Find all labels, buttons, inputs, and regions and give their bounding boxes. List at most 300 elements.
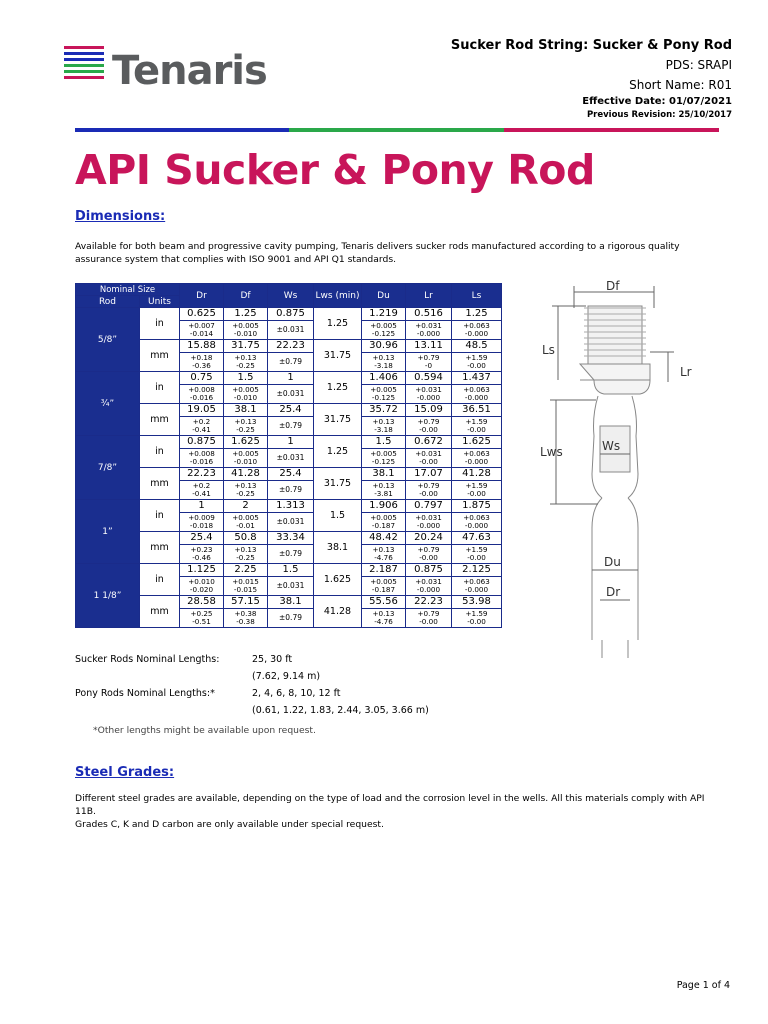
value-cell: 1.625 bbox=[452, 436, 502, 449]
tolerance-cell bbox=[362, 513, 406, 532]
tolerance-minus: -0.000 bbox=[464, 521, 489, 530]
tolerance-minus: -0.00 bbox=[419, 457, 438, 466]
tolerance-plus: +0.13 bbox=[234, 481, 257, 490]
value-cell: 1.25 bbox=[224, 308, 268, 321]
tolerance-cell bbox=[224, 417, 268, 436]
tolerance-cell bbox=[180, 481, 224, 500]
tolerance-plusminus: ±0.031 bbox=[276, 581, 305, 590]
tolerance-minus: -0.000 bbox=[464, 329, 489, 338]
tolerance-plus: +0.015 bbox=[232, 577, 259, 586]
value-cell: 38.1 bbox=[224, 404, 268, 417]
tolerance-minus: -0.000 bbox=[416, 329, 441, 338]
value-cell: 0.516 bbox=[406, 308, 452, 321]
tolerance-minus: -0.41 bbox=[192, 425, 211, 434]
tolerance-minus: -0.38 bbox=[236, 617, 255, 626]
unit-cell: in bbox=[140, 564, 180, 596]
tolerance-minus: -4.76 bbox=[374, 617, 393, 626]
tolerance-cell bbox=[180, 545, 224, 564]
tolerance-plus: +0.25 bbox=[190, 609, 213, 618]
value-cell: 35.72 bbox=[362, 404, 406, 417]
tolerance-minus: -0.000 bbox=[464, 457, 489, 466]
table-header-row bbox=[76, 284, 502, 296]
pds-code: PDS: SRAPI bbox=[665, 58, 732, 72]
value-cell: 25.4 bbox=[268, 404, 314, 417]
lws-cell: 41.28 bbox=[314, 596, 362, 628]
tolerance-plus: +0.005 bbox=[370, 577, 397, 586]
value-cell: 0.875 bbox=[268, 308, 314, 321]
tolerance-plus: +0.031 bbox=[415, 321, 442, 330]
tolerance-plus: +0.79 bbox=[417, 609, 440, 618]
tolerance-plus: +1.59 bbox=[465, 609, 488, 618]
value-cell: 15.88 bbox=[180, 340, 224, 353]
tolerance-cell bbox=[180, 353, 224, 372]
column-header: Lws (min) bbox=[314, 284, 362, 308]
tolerance-plus: +0.79 bbox=[417, 353, 440, 362]
tolerance-plusminus: ±0.79 bbox=[279, 485, 302, 494]
tolerance-cell bbox=[224, 609, 268, 628]
tolerance-minus: -0.00 bbox=[419, 617, 438, 626]
value-cell: 13.11 bbox=[406, 340, 452, 353]
value-cell: 48.5 bbox=[452, 340, 502, 353]
tolerance-minus: -0.25 bbox=[236, 553, 255, 562]
tolerance-plusminus: ±0.79 bbox=[279, 357, 302, 366]
tolerance-cell bbox=[452, 449, 502, 468]
tolerance-minus: -0.000 bbox=[416, 585, 441, 594]
label-du: Du bbox=[604, 555, 621, 569]
tolerance-cell bbox=[452, 417, 502, 436]
tolerance-plusminus: ±0.031 bbox=[276, 453, 305, 462]
tolerance-plus: +0.13 bbox=[234, 353, 257, 362]
value-cell: 31.75 bbox=[224, 340, 268, 353]
pony-lengths-value: 2, 4, 6, 8, 10, 12 ft bbox=[252, 688, 341, 699]
value-cell: 1 bbox=[268, 372, 314, 385]
header-divider bbox=[75, 128, 719, 132]
tolerance-plus: +0.38 bbox=[234, 609, 257, 618]
value-cell: 2 bbox=[224, 500, 268, 513]
value-cell: 1.219 bbox=[362, 308, 406, 321]
tolerance-plus: +0.005 bbox=[232, 513, 259, 522]
tolerance-minus: -0.01 bbox=[236, 521, 255, 530]
value-cell: 50.8 bbox=[224, 532, 268, 545]
label-lr: Lr bbox=[680, 365, 692, 379]
value-cell: 38.1 bbox=[268, 596, 314, 609]
lws-cell: 38.1 bbox=[314, 532, 362, 564]
value-cell: 1.313 bbox=[268, 500, 314, 513]
tolerance-plus: +0.79 bbox=[417, 417, 440, 426]
tolerance-minus: -0.014 bbox=[189, 329, 214, 338]
value-cell: 1.25 bbox=[452, 308, 502, 321]
tolerance-cell bbox=[406, 353, 452, 372]
value-cell: 1.125 bbox=[180, 564, 224, 577]
tolerance-minus: -0.46 bbox=[192, 553, 211, 562]
tolerance-plus: +0.063 bbox=[463, 321, 490, 330]
tolerance-cell bbox=[406, 545, 452, 564]
tolerance-cell bbox=[224, 385, 268, 404]
lws-cell: 1.625 bbox=[314, 564, 362, 596]
tolerance-cell bbox=[406, 609, 452, 628]
tolerance-cell bbox=[406, 481, 452, 500]
tolerance-plus: +0.2 bbox=[192, 481, 211, 490]
tolerance-plus: +0.13 bbox=[372, 353, 395, 362]
tolerance-minus: -0.00 bbox=[467, 617, 486, 626]
tolerance-plus: +1.59 bbox=[465, 353, 488, 362]
dimensions-table bbox=[75, 283, 502, 628]
tolerance-cell bbox=[268, 449, 314, 468]
tolerance-minus: -0.41 bbox=[192, 489, 211, 498]
label-ws: Ws bbox=[602, 439, 621, 453]
tolerance-cell bbox=[268, 417, 314, 436]
tolerance-cell bbox=[406, 321, 452, 340]
tolerance-cell bbox=[406, 513, 452, 532]
value-cell: 0.672 bbox=[406, 436, 452, 449]
steel-grades-text bbox=[75, 792, 725, 831]
tolerance-plus: +0.063 bbox=[463, 449, 490, 458]
tolerance-minus: -0.125 bbox=[371, 329, 396, 338]
tolerance-plus: +0.007 bbox=[188, 321, 215, 330]
tolerance-plusminus: ±0.79 bbox=[279, 613, 302, 622]
tolerance-plus: +0.005 bbox=[232, 321, 259, 330]
tolerance-cell bbox=[224, 545, 268, 564]
tolerance-plus: +0.009 bbox=[188, 513, 215, 522]
tolerance-minus: -0.25 bbox=[236, 425, 255, 434]
tolerance-plus: +0.13 bbox=[234, 417, 257, 426]
page-number: Page 1 of 4 bbox=[676, 980, 730, 991]
unit-cell: in bbox=[140, 500, 180, 532]
tolerance-minus: -0.016 bbox=[189, 393, 214, 402]
lws-cell: 1.5 bbox=[314, 500, 362, 532]
lws-cell: 1.25 bbox=[314, 372, 362, 404]
value-cell: 1.906 bbox=[362, 500, 406, 513]
value-cell: 0.875 bbox=[406, 564, 452, 577]
tolerance-plus: +0.005 bbox=[232, 385, 259, 394]
tolerance-plus: +0.2 bbox=[192, 417, 211, 426]
tolerance-cell bbox=[268, 481, 314, 500]
tolerance-cell bbox=[406, 385, 452, 404]
tolerance-cell bbox=[180, 321, 224, 340]
tolerance-minus: -0 bbox=[424, 361, 433, 370]
rod-size-cell: 5/8” bbox=[76, 308, 140, 372]
table-row bbox=[76, 308, 502, 321]
tolerance-minus: -0.020 bbox=[189, 585, 214, 594]
value-cell: 2.187 bbox=[362, 564, 406, 577]
value-cell: 36.51 bbox=[452, 404, 502, 417]
tolerance-plus: +0.13 bbox=[372, 417, 395, 426]
label-dr: Dr bbox=[606, 585, 621, 599]
nominal-size-header: Nominal Size bbox=[76, 284, 180, 296]
tolerance-minus: -0.016 bbox=[189, 457, 214, 466]
column-header: Ls bbox=[452, 284, 502, 308]
value-cell: 25.4 bbox=[268, 468, 314, 481]
tolerance-minus: -0.00 bbox=[419, 489, 438, 498]
unit-cell: mm bbox=[140, 340, 180, 372]
value-cell: 22.23 bbox=[268, 340, 314, 353]
tolerance-cell bbox=[452, 513, 502, 532]
tolerance-cell bbox=[268, 321, 314, 340]
steel-grades-line-2: Grades C, K and D carbon are only available under special request. bbox=[75, 819, 384, 830]
value-cell: 1.5 bbox=[224, 372, 268, 385]
rod-size-cell: ¾” bbox=[76, 372, 140, 436]
sucker-rod-diagram bbox=[540, 278, 740, 658]
tolerance-cell bbox=[268, 353, 314, 372]
table-row bbox=[76, 468, 502, 481]
tolerance-plus: +1.59 bbox=[465, 481, 488, 490]
tolerance-plusminus: ±0.031 bbox=[276, 389, 305, 398]
lws-cell: 31.75 bbox=[314, 468, 362, 500]
steel-grades-line-1: Different steel grades are available, depending on the type of load and the corrosion level in the wells. All this materials comply with API 11B. bbox=[75, 793, 705, 817]
value-cell: 41.28 bbox=[224, 468, 268, 481]
tolerance-plus: +0.063 bbox=[463, 577, 490, 586]
value-cell: 20.24 bbox=[406, 532, 452, 545]
tolerance-cell bbox=[224, 481, 268, 500]
table-row bbox=[76, 404, 502, 417]
tolerance-cell bbox=[180, 417, 224, 436]
value-cell: 22.23 bbox=[406, 596, 452, 609]
tolerance-plusminus: ±0.031 bbox=[276, 517, 305, 526]
tolerance-cell bbox=[268, 545, 314, 564]
table-row bbox=[76, 564, 502, 577]
tolerance-cell bbox=[224, 577, 268, 596]
label-lws: Lws bbox=[540, 445, 563, 459]
tolerance-cell bbox=[452, 321, 502, 340]
tolerance-minus: -0.187 bbox=[371, 521, 396, 530]
value-cell: 1.625 bbox=[224, 436, 268, 449]
value-cell: 47.63 bbox=[452, 532, 502, 545]
tolerance-cell bbox=[362, 545, 406, 564]
effective-date: Effective Date: 01/07/2021 bbox=[582, 96, 732, 107]
table-row bbox=[76, 532, 502, 545]
value-cell: 0.875 bbox=[180, 436, 224, 449]
tolerance-minus: -0.018 bbox=[189, 521, 214, 530]
value-cell: 25.4 bbox=[180, 532, 224, 545]
tolerance-cell bbox=[224, 321, 268, 340]
tolerance-cell bbox=[406, 417, 452, 436]
tolerance-plus: +0.13 bbox=[372, 481, 395, 490]
tolerance-cell bbox=[452, 385, 502, 404]
tolerance-plus: +0.010 bbox=[188, 577, 215, 586]
tolerance-minus: -0.36 bbox=[192, 361, 211, 370]
tolerance-minus: -0.125 bbox=[371, 457, 396, 466]
label-df: Df bbox=[606, 279, 620, 293]
unit-cell: in bbox=[140, 372, 180, 404]
column-header: Lr bbox=[406, 284, 452, 308]
dimensions-intro: Available for both beam and progressive cavity pumping, Tenaris delivers sucker rods manufactured according to a rigorous quality assurance system that complies with ISO 9001 and API Q1 standards. bbox=[75, 241, 680, 265]
tolerance-minus: -0.000 bbox=[416, 393, 441, 402]
value-cell: 48.42 bbox=[362, 532, 406, 545]
sucker-lengths-value: 25, 30 ft bbox=[252, 654, 293, 665]
tolerance-cell bbox=[362, 353, 406, 372]
lws-cell: 1.25 bbox=[314, 308, 362, 340]
lws-cell: 31.75 bbox=[314, 404, 362, 436]
value-cell: 0.625 bbox=[180, 308, 224, 321]
tolerance-cell bbox=[268, 385, 314, 404]
table-row bbox=[76, 340, 502, 353]
column-header: Du bbox=[362, 284, 406, 308]
rod-size-cell: 1” bbox=[76, 500, 140, 564]
tolerance-cell bbox=[362, 321, 406, 340]
tolerance-plus: +0.13 bbox=[234, 545, 257, 554]
value-cell: 1.437 bbox=[452, 372, 502, 385]
previous-revision: Previous Revision: 25/10/2017 bbox=[586, 110, 732, 120]
tolerance-cell bbox=[362, 417, 406, 436]
tolerance-cell bbox=[362, 609, 406, 628]
tenaris-logo bbox=[64, 46, 284, 98]
value-cell: 1 bbox=[268, 436, 314, 449]
tolerance-minus: -0.015 bbox=[233, 585, 258, 594]
value-cell: 19.05 bbox=[180, 404, 224, 417]
value-cell: 53.98 bbox=[452, 596, 502, 609]
tolerance-minus: -4.76 bbox=[374, 553, 393, 562]
tolerance-plus: +0.031 bbox=[415, 449, 442, 458]
value-cell: 0.75 bbox=[180, 372, 224, 385]
tolerance-minus: -0.00 bbox=[467, 553, 486, 562]
value-cell: 41.28 bbox=[452, 468, 502, 481]
tolerance-cell bbox=[180, 609, 224, 628]
tolerance-minus: -0.00 bbox=[419, 425, 438, 434]
tolerance-minus: -0.010 bbox=[233, 393, 258, 402]
rod-size-cell: 7/8” bbox=[76, 436, 140, 500]
unit-cell: mm bbox=[140, 468, 180, 500]
tolerance-minus: -0.000 bbox=[464, 393, 489, 402]
tolerance-plus: +0.005 bbox=[370, 449, 397, 458]
value-cell: 30.96 bbox=[362, 340, 406, 353]
value-cell: 22.23 bbox=[180, 468, 224, 481]
tolerance-plus: +0.063 bbox=[463, 385, 490, 394]
page-title: API Sucker & Pony Rod bbox=[75, 146, 595, 194]
value-cell: 15.09 bbox=[406, 404, 452, 417]
value-cell: 1.406 bbox=[362, 372, 406, 385]
dimensions-heading: Dimensions: bbox=[75, 209, 166, 224]
tolerance-plus: +0.79 bbox=[417, 481, 440, 490]
tolerance-plus: +0.18 bbox=[190, 353, 213, 362]
column-header: Dr bbox=[180, 284, 224, 308]
tolerance-cell bbox=[180, 385, 224, 404]
tolerance-cell bbox=[224, 449, 268, 468]
document-title: Sucker Rod String: Sucker & Pony Rod bbox=[450, 38, 732, 53]
value-cell: 17.07 bbox=[406, 468, 452, 481]
tolerance-minus: -0.00 bbox=[467, 489, 486, 498]
tolerance-cell bbox=[362, 577, 406, 596]
tolerance-cell bbox=[452, 353, 502, 372]
tolerance-cell bbox=[452, 577, 502, 596]
tolerance-cell bbox=[268, 513, 314, 532]
value-cell: 0.594 bbox=[406, 372, 452, 385]
tolerance-plus: +0.008 bbox=[188, 385, 215, 394]
tolerance-cell bbox=[362, 449, 406, 468]
value-cell: 55.56 bbox=[362, 596, 406, 609]
tolerance-minus: -3.81 bbox=[374, 489, 393, 498]
logo-stripes bbox=[64, 46, 104, 82]
table-row bbox=[76, 500, 502, 513]
tolerance-plus: +0.005 bbox=[370, 321, 397, 330]
lengths-note: *Other lengths might be available upon request. bbox=[93, 725, 316, 736]
tolerance-cell bbox=[180, 577, 224, 596]
value-cell: 1.5 bbox=[362, 436, 406, 449]
value-cell: 1.875 bbox=[452, 500, 502, 513]
tolerance-plus: +0.005 bbox=[370, 513, 397, 522]
tolerance-cell bbox=[268, 609, 314, 628]
value-cell: 33.34 bbox=[268, 532, 314, 545]
value-cell: 2.125 bbox=[452, 564, 502, 577]
tolerance-minus: -0.010 bbox=[233, 329, 258, 338]
tolerance-cell bbox=[180, 449, 224, 468]
tolerance-cell bbox=[406, 449, 452, 468]
tolerance-plus: +1.59 bbox=[465, 417, 488, 426]
tolerance-cell bbox=[268, 577, 314, 596]
tolerance-plus: +0.005 bbox=[232, 449, 259, 458]
value-cell: 38.1 bbox=[362, 468, 406, 481]
tolerance-plus: +0.063 bbox=[463, 513, 490, 522]
tolerance-plusminus: ±0.031 bbox=[276, 325, 305, 334]
sucker-lengths-label: Sucker Rods Nominal Lengths: bbox=[75, 654, 220, 665]
tolerance-plusminus: ±0.79 bbox=[279, 549, 302, 558]
unit-cell: mm bbox=[140, 596, 180, 628]
tolerance-minus: -0.51 bbox=[192, 617, 211, 626]
tolerance-plusminus: ±0.79 bbox=[279, 421, 302, 430]
tolerance-minus: -0.00 bbox=[467, 425, 486, 434]
pony-lengths-metric: (0.61, 1.22, 1.83, 2.44, 3.05, 3.66 m) bbox=[252, 705, 429, 716]
tolerance-cell bbox=[224, 513, 268, 532]
logo-text: Tenaris bbox=[112, 48, 267, 94]
tolerance-plus: +0.008 bbox=[188, 449, 215, 458]
tolerance-minus: -0.000 bbox=[464, 585, 489, 594]
nominal-lengths bbox=[75, 651, 429, 719]
tolerance-minus: -3.18 bbox=[374, 425, 393, 434]
value-cell: 1.5 bbox=[268, 564, 314, 577]
unit-cell: in bbox=[140, 436, 180, 468]
tolerance-minus: -0.000 bbox=[416, 521, 441, 530]
unit-cell: mm bbox=[140, 532, 180, 564]
tolerance-plus: +0.031 bbox=[415, 385, 442, 394]
short-name: Short Name: R01 bbox=[629, 78, 732, 92]
value-cell: 2.25 bbox=[224, 564, 268, 577]
table-row bbox=[76, 436, 502, 449]
tolerance-minus: -0.00 bbox=[419, 553, 438, 562]
rod-header: Rod bbox=[76, 296, 140, 308]
lws-cell: 1.25 bbox=[314, 436, 362, 468]
tolerance-plus: +0.23 bbox=[190, 545, 213, 554]
unit-cell: mm bbox=[140, 404, 180, 436]
tolerance-cell bbox=[180, 513, 224, 532]
tolerance-cell bbox=[452, 609, 502, 628]
units-header: Units bbox=[140, 296, 180, 308]
tolerance-plus: +1.59 bbox=[465, 545, 488, 554]
tolerance-minus: -0.25 bbox=[236, 361, 255, 370]
value-cell: 1 bbox=[180, 500, 224, 513]
tolerance-minus: -0.187 bbox=[371, 585, 396, 594]
tolerance-plus: +0.13 bbox=[372, 609, 395, 618]
tolerance-minus: -0.010 bbox=[233, 457, 258, 466]
tolerance-minus: -0.25 bbox=[236, 489, 255, 498]
tolerance-cell bbox=[452, 545, 502, 564]
steel-grades-heading: Steel Grades: bbox=[75, 765, 175, 780]
rod-size-cell: 1 1/8” bbox=[76, 564, 140, 628]
tolerance-minus: -0.00 bbox=[467, 361, 486, 370]
tolerance-cell bbox=[362, 481, 406, 500]
tolerance-cell bbox=[362, 385, 406, 404]
tolerance-plus: +0.031 bbox=[415, 577, 442, 586]
tolerance-minus: -3.18 bbox=[374, 361, 393, 370]
table-row bbox=[76, 596, 502, 609]
tolerance-plus: +0.79 bbox=[417, 545, 440, 554]
value-cell: 28.58 bbox=[180, 596, 224, 609]
tolerance-plus: +0.005 bbox=[370, 385, 397, 394]
unit-cell: in bbox=[140, 308, 180, 340]
tolerance-plus: +0.031 bbox=[415, 513, 442, 522]
sucker-lengths-metric: (7.62, 9.14 m) bbox=[252, 671, 321, 682]
tolerance-cell bbox=[406, 577, 452, 596]
value-cell: 57.15 bbox=[224, 596, 268, 609]
value-cell: 0.797 bbox=[406, 500, 452, 513]
